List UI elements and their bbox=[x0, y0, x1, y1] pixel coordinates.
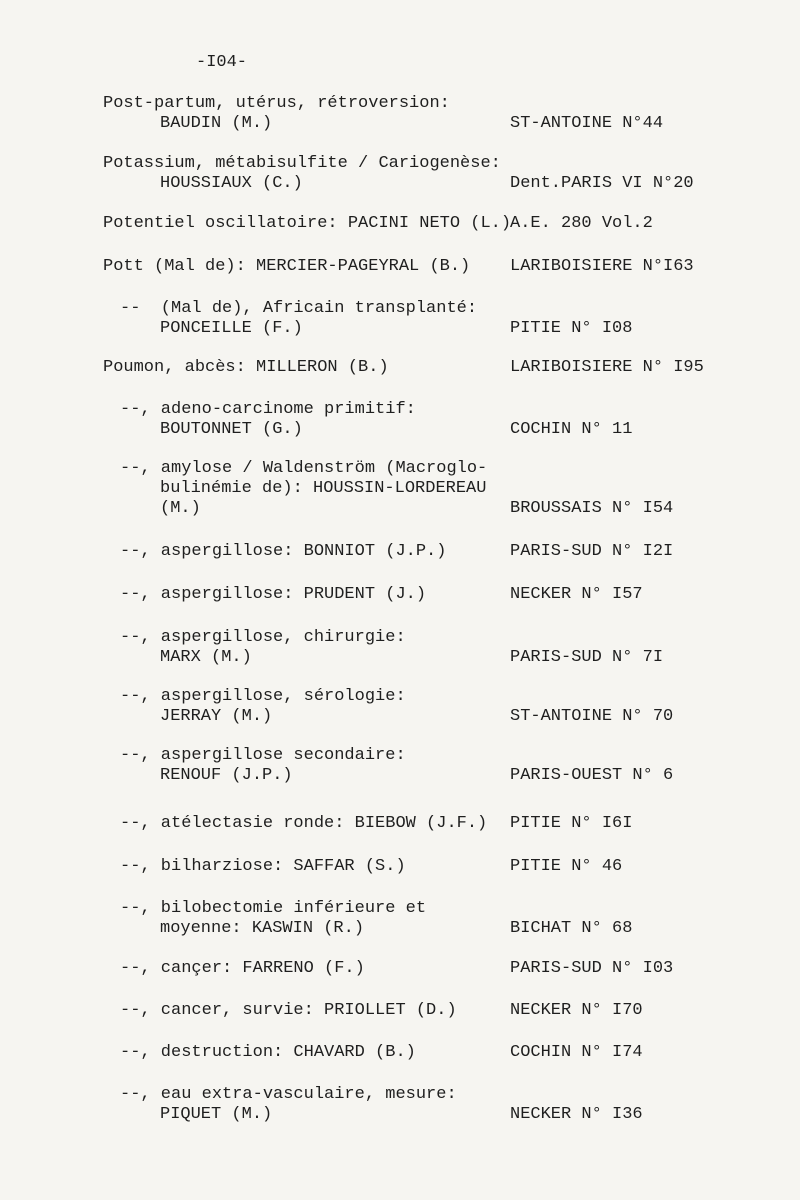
index-entry bbox=[0, 358, 800, 378]
entry-line bbox=[0, 400, 800, 420]
entry-line bbox=[0, 766, 800, 786]
entry-heading: --, adeno-carcinome primitif: bbox=[120, 400, 416, 419]
entry-location: A.E. 280 Vol.2 bbox=[510, 214, 653, 233]
entry-line bbox=[0, 420, 800, 440]
index-entry bbox=[0, 1085, 800, 1125]
entry-location: PARIS-SUD N° I03 bbox=[510, 959, 674, 978]
entry-line bbox=[0, 174, 800, 194]
entry-line bbox=[0, 687, 800, 707]
entry-line bbox=[0, 299, 800, 319]
entry-location: ST-ANTOINE N° 70 bbox=[510, 707, 674, 726]
entry-line bbox=[0, 479, 800, 499]
entry-location: PITIE N° I08 bbox=[510, 319, 633, 338]
entry-continuation: BAUDIN (M.) bbox=[160, 114, 273, 133]
entry-continuation: moyenne: KASWIN (R.) bbox=[160, 919, 365, 938]
entry-heading: --, bilobectomie inférieure et bbox=[120, 899, 427, 918]
index-entry bbox=[0, 746, 800, 786]
entry-line bbox=[0, 628, 800, 648]
entry-location: BROUSSAIS N° I54 bbox=[510, 499, 674, 518]
entry-heading: --, amylose / Waldenström (Macroglo- bbox=[120, 459, 488, 478]
index-entry bbox=[0, 1001, 800, 1021]
entry-continuation: bulinémie de): HOUSSIN-LORDEREAU bbox=[160, 479, 487, 498]
index-entry bbox=[0, 154, 800, 194]
index-entry bbox=[0, 959, 800, 979]
entry-line bbox=[0, 257, 800, 277]
entry-heading: --, eau extra-vasculaire, mesure: bbox=[120, 1085, 457, 1104]
entry-continuation: JERRAY (M.) bbox=[160, 707, 273, 726]
index-entry bbox=[0, 94, 800, 134]
entry-line bbox=[0, 919, 800, 939]
index-entry bbox=[0, 400, 800, 440]
entry-line bbox=[0, 857, 800, 877]
entry-location: PITIE N° 46 bbox=[510, 857, 623, 876]
entry-line bbox=[0, 1105, 800, 1125]
entry-continuation: (M.) bbox=[160, 499, 201, 518]
entry-line bbox=[0, 899, 800, 919]
entry-line bbox=[0, 499, 800, 519]
entry-heading: --, aspergillose, sérologie: bbox=[120, 687, 406, 706]
entry-heading: --, bilharziose: SAFFAR (S.) bbox=[120, 857, 406, 876]
entry-heading: --, cancer, survie: PRIOLLET (D.) bbox=[120, 1001, 457, 1020]
entry-heading: --, atélectasie ronde: BIEBOW (J.F.) bbox=[120, 814, 488, 833]
entry-location: Dent.PARIS VI N°20 bbox=[510, 174, 694, 193]
entry-continuation: MARX (M.) bbox=[160, 648, 252, 667]
entry-continuation: BOUTONNET (G.) bbox=[160, 420, 303, 439]
index-entry bbox=[0, 857, 800, 877]
entry-line bbox=[0, 1085, 800, 1105]
entry-location: NECKER N° I36 bbox=[510, 1105, 643, 1124]
entry-heading: --, aspergillose: BONNIOT (J.P.) bbox=[120, 542, 447, 561]
index-entry bbox=[0, 214, 800, 234]
entry-heading: Pott (Mal de): MERCIER-PAGEYRAL (B.) bbox=[103, 257, 471, 276]
page-number: -I04- bbox=[196, 53, 248, 72]
index-entry bbox=[0, 628, 800, 668]
entry-continuation: PONCEILLE (F.) bbox=[160, 319, 303, 338]
index-entry bbox=[0, 542, 800, 562]
entry-line bbox=[0, 707, 800, 727]
entry-line bbox=[0, 648, 800, 668]
entry-location: PITIE N° I6I bbox=[510, 814, 633, 833]
entry-line bbox=[0, 959, 800, 979]
entry-line bbox=[0, 585, 800, 605]
entry-location: NECKER N° I70 bbox=[510, 1001, 643, 1020]
entry-line bbox=[0, 542, 800, 562]
index-entry bbox=[0, 814, 800, 834]
entry-heading: --, destruction: CHAVARD (B.) bbox=[120, 1043, 416, 1062]
entry-heading: --, cançer: FARRENO (F.) bbox=[120, 959, 365, 978]
entry-heading: --, aspergillose: PRUDENT (J.) bbox=[120, 585, 427, 604]
entry-line bbox=[0, 214, 800, 234]
entry-location: LARIBOISIERE N° I95 bbox=[510, 358, 704, 377]
entry-heading: Potentiel oscillatoire: PACINI NETO (L.) bbox=[103, 214, 512, 233]
entry-heading: Poumon, abcès: MILLERON (B.) bbox=[103, 358, 389, 377]
entry-line bbox=[0, 94, 800, 114]
entry-location: PARIS-OUEST N° 6 bbox=[510, 766, 674, 785]
entry-continuation: HOUSSIAUX (C.) bbox=[160, 174, 303, 193]
index-entry bbox=[0, 585, 800, 605]
index-entry bbox=[0, 899, 800, 939]
index-entry bbox=[0, 687, 800, 727]
entry-line bbox=[0, 358, 800, 378]
entry-line bbox=[0, 746, 800, 766]
entry-line bbox=[0, 114, 800, 134]
entry-location: PARIS-SUD N° 7I bbox=[510, 648, 664, 667]
entry-line bbox=[0, 814, 800, 834]
entry-continuation: PIQUET (M.) bbox=[160, 1105, 273, 1124]
entry-line bbox=[0, 154, 800, 174]
entry-location: NECKER N° I57 bbox=[510, 585, 643, 604]
entry-continuation: RENOUF (J.P.) bbox=[160, 766, 293, 785]
entry-line bbox=[0, 1043, 800, 1063]
entry-heading: --, aspergillose, chirurgie: bbox=[120, 628, 406, 647]
entry-location: BICHAT N° 68 bbox=[510, 919, 633, 938]
entry-location: COCHIN N° 11 bbox=[510, 420, 633, 439]
index-entry bbox=[0, 459, 800, 519]
entry-location: ST-ANTOINE N°44 bbox=[510, 114, 664, 133]
entry-line bbox=[0, 1001, 800, 1021]
entry-line bbox=[0, 459, 800, 479]
index-entry bbox=[0, 1043, 800, 1063]
entry-heading: -- (Mal de), Africain transplanté: bbox=[120, 299, 478, 318]
entry-heading: Potassium, métabisulfite / Cariogenèse: bbox=[103, 154, 501, 173]
entry-line bbox=[0, 319, 800, 339]
entry-location: LARIBOISIERE N°I63 bbox=[510, 257, 694, 276]
index-entry bbox=[0, 257, 800, 277]
entry-location: COCHIN N° I74 bbox=[510, 1043, 643, 1062]
entry-location: PARIS-SUD N° I2I bbox=[510, 542, 674, 561]
index-entry bbox=[0, 299, 800, 339]
entry-heading: --, aspergillose secondaire: bbox=[120, 746, 406, 765]
entry-heading: Post-partum, utérus, rétroversion: bbox=[103, 94, 450, 113]
